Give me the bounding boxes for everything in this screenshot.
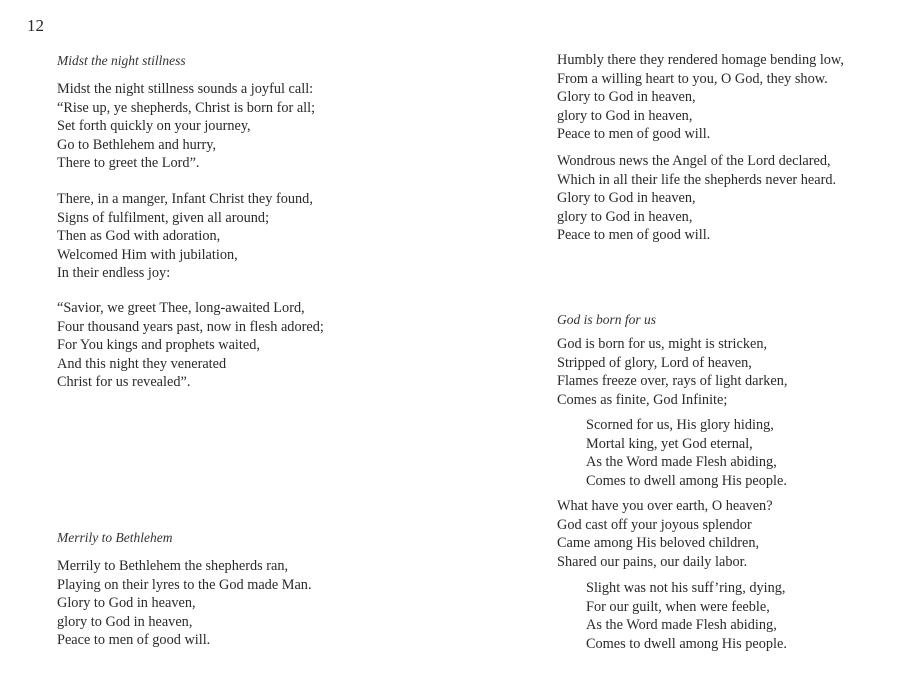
verse-line: Came among His beloved children, <box>557 535 760 552</box>
verse-line: Mortal king, yet God eternal, <box>586 435 753 452</box>
stanza-god-refrain-2 <box>586 579 787 653</box>
verse-line: Signs of fulfilment, given all around; <box>57 209 270 226</box>
verse-line: Midst the night stillness sounds a joyful call: <box>57 81 314 97</box>
verse-line: God is born for us, might is stricken, <box>557 336 768 352</box>
stanza-merrily-3 <box>557 152 836 245</box>
verse-line: Flames freeze over, rays of light darken, <box>557 373 788 390</box>
verse-line: Scorned for us, His glory hiding, <box>586 417 774 433</box>
verse-line: From a willing heart to you, O God, they show. <box>557 70 828 87</box>
verse-line: Playing on their lyres to the God made Man. <box>57 576 312 593</box>
verse-line: Stripped of glory, Lord of heaven, <box>557 354 752 371</box>
verse-line: Humbly there they rendered homage bending low, <box>557 52 844 68</box>
song-title-midst-the-night-stillness: Midst the night stillness <box>57 53 186 68</box>
stanza-merrily-1 <box>57 557 312 650</box>
verse-line: “Savior, we greet Thee, long-awaited Lord, <box>57 300 305 316</box>
verse-line: Then as God with adoration, <box>57 228 221 245</box>
verse-line: God cast off your joyous splendor <box>557 516 752 533</box>
verse-line: As the Word made Flesh abiding, <box>586 617 777 634</box>
verse-line: In their endless joy: <box>57 265 171 282</box>
verse-line: Merrily to Bethlehem the shepherds ran, <box>57 558 289 574</box>
verse-line: Comes as finite, God Infinite; <box>557 391 728 408</box>
verse-line: What have you over earth, O heaven? <box>557 498 773 514</box>
verse-line: For our guilt, when were feeble, <box>586 598 770 615</box>
verse-line: Christ for us revealed”. <box>57 374 191 391</box>
verse-line: There, in a manger, Infant Christ they found, <box>57 191 313 207</box>
stanza-merrily-2 <box>557 51 844 144</box>
verse-line: Slight was not his suff’ring, dying, <box>586 580 786 596</box>
song-title-god-is-born-for-us: God is born for us <box>557 312 657 327</box>
verse-line: Glory to God in heaven, <box>557 190 696 207</box>
page-number: 12 <box>27 16 44 35</box>
stanza-god-refrain-1 <box>586 416 787 490</box>
verse-line: glory to God in heaven, <box>57 613 193 630</box>
verse-line: Peace to men of good will. <box>557 227 711 244</box>
stanza-2 <box>57 190 313 283</box>
stanza-god-2 <box>557 497 773 571</box>
verse-line: There to greet the Lord”. <box>57 155 200 172</box>
verse-line: Shared our pains, our daily labor. <box>557 553 748 570</box>
verse-line: Which in all their life the shepherds never heard. <box>557 171 837 188</box>
verse-line: glory to God in heaven, <box>557 208 693 225</box>
verse-line: Glory to God in heaven, <box>57 595 196 612</box>
verse-line: glory to God in heaven, <box>557 107 693 124</box>
song-title-merrily-to-bethlehem: Merrily to Bethlehem <box>57 530 173 545</box>
verse-line: For You kings and prophets waited, <box>57 337 260 354</box>
verse-line: Wondrous news the Angel of the Lord declared, <box>557 153 831 169</box>
verse-line: Glory to God in heaven, <box>557 89 696 106</box>
verse-line: Go to Bethlehem and hurry, <box>57 136 217 153</box>
stanza-god-1 <box>557 335 787 409</box>
verse-line: Peace to men of good will. <box>557 126 711 143</box>
stanza-1 <box>57 80 315 173</box>
stanza-3 <box>57 299 324 392</box>
verse-line: “Rise up, ye shepherds, Christ is born for all; <box>57 99 316 116</box>
verse-line: And this night they venerated <box>57 355 227 372</box>
verse-line: Comes to dwell among His people. <box>586 472 787 489</box>
verse-line: Comes to dwell among His people. <box>586 635 787 652</box>
verse-line: Four thousand years past, now in flesh adored; <box>57 318 324 335</box>
verse-line: Set forth quickly on your journey, <box>57 118 251 135</box>
verse-line: Peace to men of good will. <box>57 632 211 649</box>
verse-line: Welcomed Him with jubilation, <box>57 246 238 263</box>
verse-line: As the Word made Flesh abiding, <box>586 454 777 471</box>
